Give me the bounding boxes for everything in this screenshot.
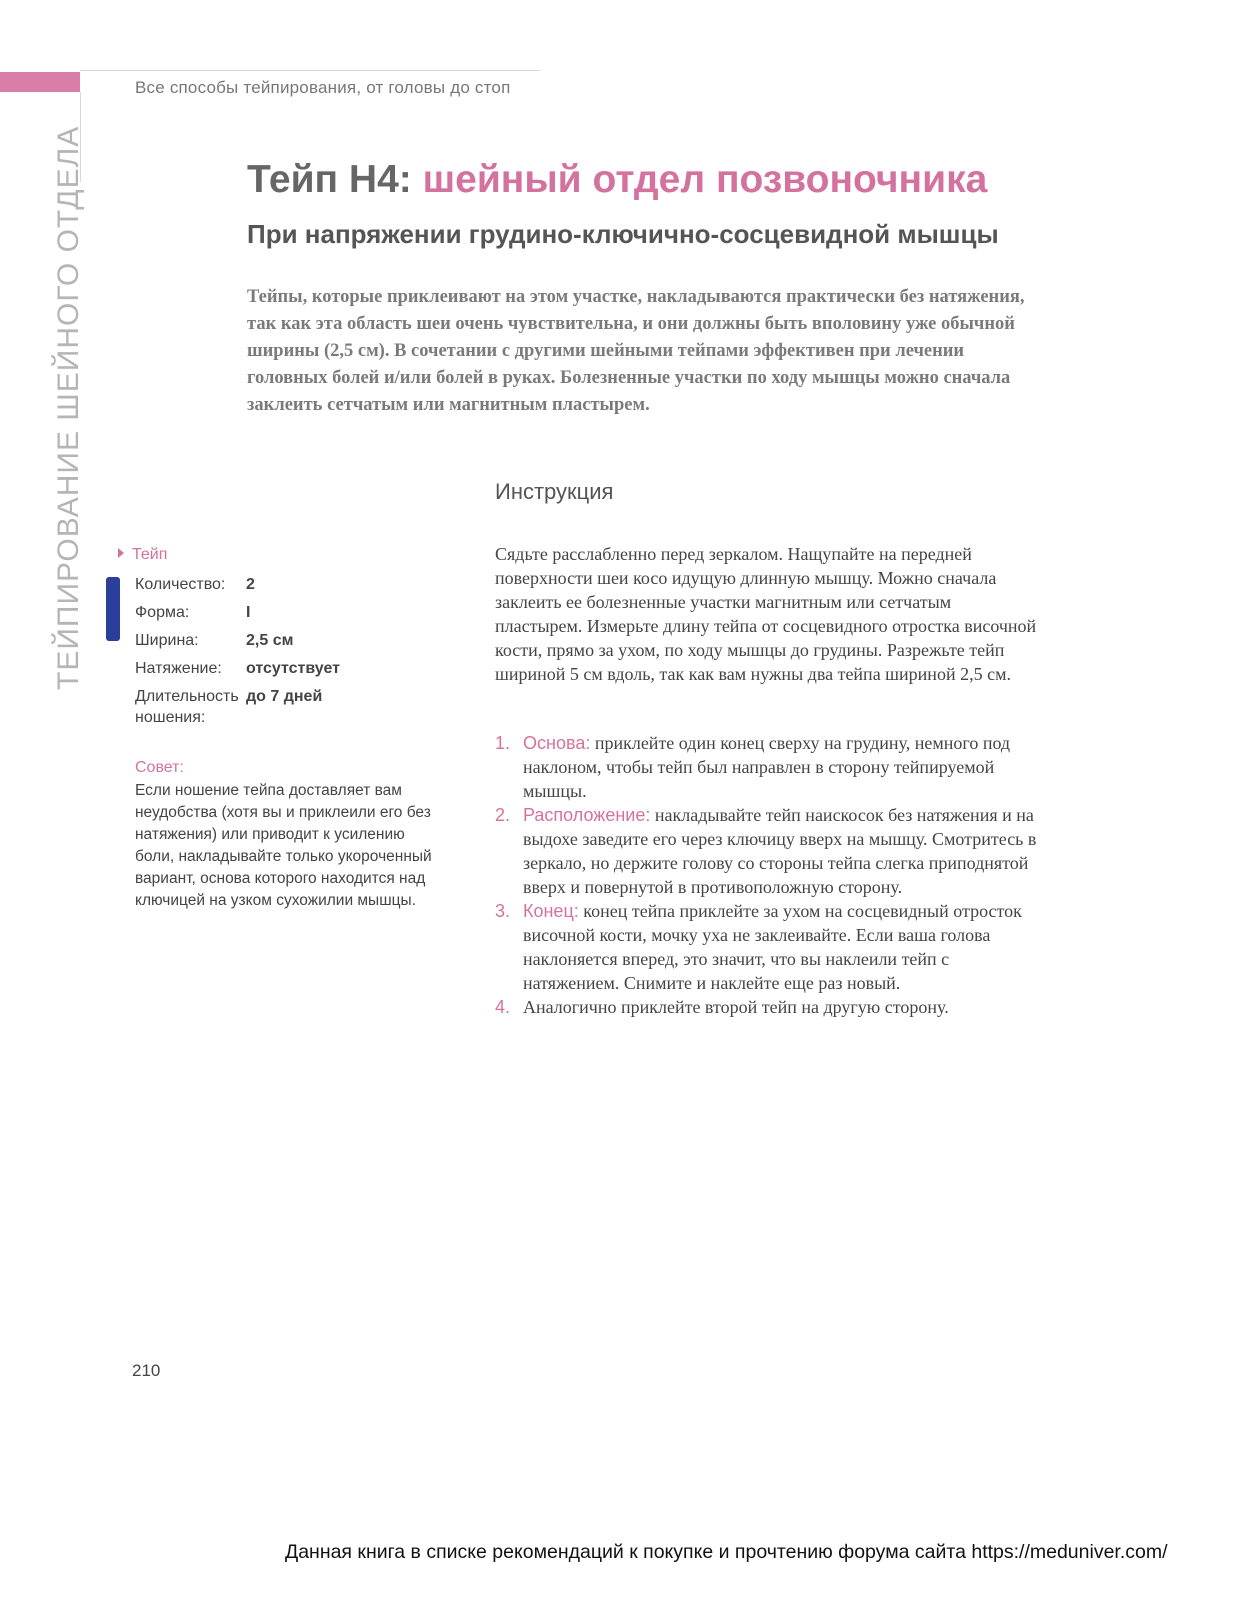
triangle-right-icon — [118, 548, 124, 558]
spec-row — [135, 657, 340, 685]
spec-value: 2 — [246, 576, 255, 593]
step-item — [495, 995, 1040, 1019]
page-subtitle: При напряжении грудино-ключично-сосцевидной мышцы — [247, 219, 999, 249]
spec-key: Форма: — [135, 604, 190, 621]
spec-row — [135, 685, 340, 728]
intro-paragraph: Тейпы, которые приклеивают на этом участке, накладываются практически без натяжения, так как эта область шеи очень чувствительна, и они должны быть вполовину уже обычной ширины (2,5 см). В сочетании с другими шейными тейпами эффективен при лечении головных болей и/или болей в руках. Болезненные участки по ходу мышцы можно сначала заклеить сетчатым или магнитным пластырем. — [247, 287, 1025, 415]
spec-row — [135, 573, 340, 601]
spec-row — [135, 629, 340, 657]
spec-row — [135, 601, 340, 629]
footer-note: Данная книга в списке рекомендаций к покупке и прочтению форума сайта https://meduniver.com/ — [285, 1541, 1168, 1563]
step-number: 2. — [495, 805, 511, 825]
title-highlight: шейный отдел позвоночника — [422, 158, 988, 201]
step-number: 1. — [495, 733, 511, 753]
tape-color-swatch — [106, 577, 120, 641]
tape-spec-heading — [118, 546, 167, 564]
spec-value: I — [246, 604, 251, 621]
spec-key: Натяжение: — [135, 660, 222, 677]
spec-key: Длительность ношения: — [135, 688, 239, 726]
step-number: 4. — [495, 997, 511, 1017]
page-number: 210 — [132, 1361, 161, 1380]
instruction-steps — [495, 731, 1040, 1019]
page-title — [247, 158, 987, 202]
instruction-heading: Инструкция — [495, 479, 614, 504]
tape-spec-heading-label: Тейп — [132, 546, 168, 563]
title-prefix: Тейп H4: — [247, 158, 423, 201]
spec-value: до 7 дней — [246, 688, 323, 705]
step-item — [495, 803, 1040, 899]
header-rule — [80, 70, 540, 71]
step-text: Аналогично приклейте второй тейп на другую сторону. — [523, 997, 949, 1017]
step-item — [495, 899, 1040, 995]
spec-key: Ширина: — [135, 632, 199, 649]
step-item — [495, 731, 1040, 803]
spec-key: Количество: — [135, 576, 226, 593]
spec-value: 2,5 см — [246, 632, 294, 649]
step-text: накладывайте тейп наискосок без натяжения и на выдохе заведите его через ключицу вверх на мышцу. Смотритесь в зеркало, но держите голову со стороны тейпа слегка приподнятой вверх и повернутой в противоположную сторону. — [523, 805, 1037, 897]
tip-heading: Совет: — [135, 759, 184, 776]
step-number: 3. — [495, 901, 511, 921]
tape-specs-table — [135, 573, 340, 728]
side-section-title: ТЕЙПИРОВАНИЕ ШЕЙНОГО ОТДЕЛА — [52, 125, 85, 690]
header-accent-bar — [0, 72, 80, 92]
step-label: Основа: — [523, 733, 591, 753]
tip-text: Если ношение тейпа доставляет вам неудобства (хотя вы и приклеили его без натяжения) или приводит к усилению боли, накладывайте только укороченный вариант, основа которого находится над ключицей на узком сухожилии мышцы. — [135, 782, 432, 909]
step-text: приклейте один конец сверху на грудину, немного под наклоном, чтобы тейп был направлен в сторону тейпируемой мышцы. — [523, 733, 1011, 801]
running-head: Все способы тейпирования, от головы до стоп — [135, 78, 511, 97]
spec-value: отсутствует — [246, 660, 340, 677]
step-label: Конец: — [523, 901, 579, 921]
step-label: Расположение: — [523, 805, 651, 825]
step-text: конец тейпа приклейте за ухом на сосцевидный отросток височной кости, мочку уха не заклеивайте. Если ваша голова наклоняется вперед, это значит, что вы наклеили тейп с натяжением. Снимите и наклейте еще раз новый. — [523, 901, 1022, 993]
instruction-text: Сядьте расслабленно перед зеркалом. Нащупайте на передней поверхности шеи косо идущую длинную мышцу. Можно сначала заклеить ее болезненные участки магнитным или сетчатым пластырем. Измерьте длину тейпа от сосцевидного отростка височной кости, прямо за ухом, по ходу мышцы до грудины. Разрежьте тейп шириной 5 см вдоль, так как вам нужны два тейпа шириной 2,5 см. — [495, 544, 1037, 684]
